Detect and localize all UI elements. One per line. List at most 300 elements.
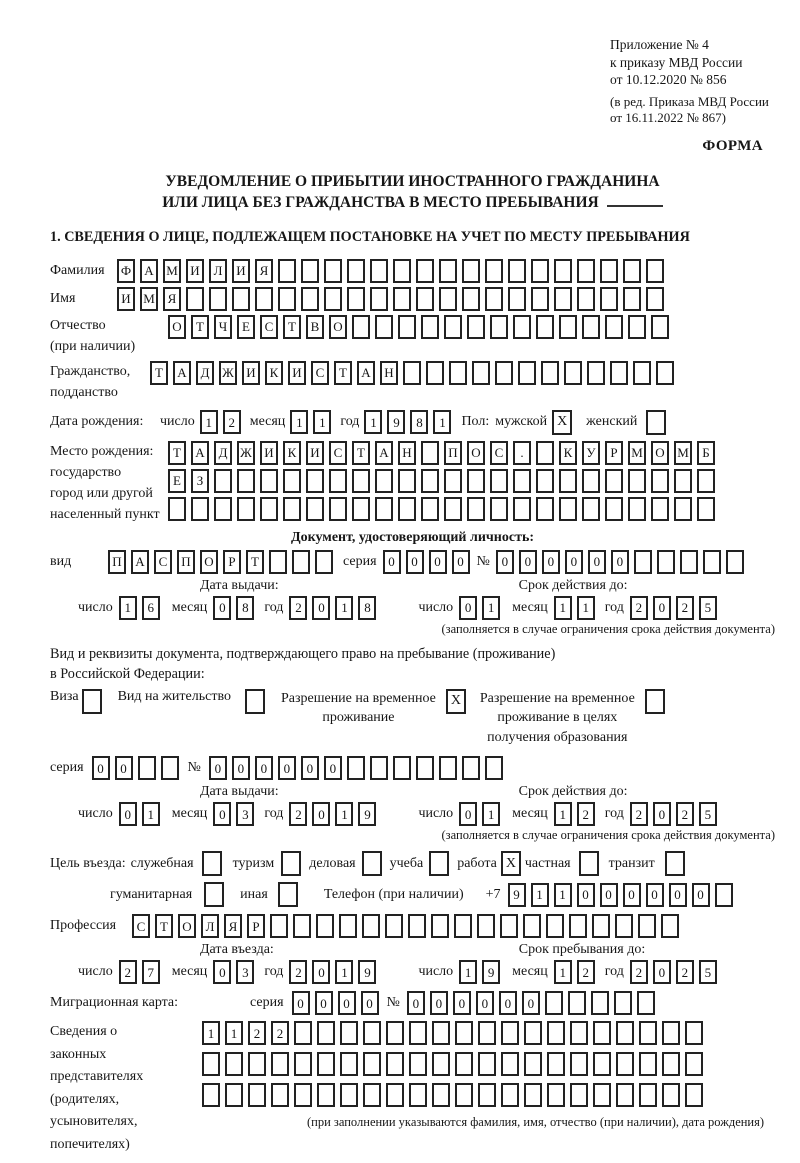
- char-cell[interactable]: [616, 1052, 634, 1076]
- char-cell[interactable]: [393, 259, 411, 283]
- char-cell[interactable]: [637, 991, 655, 1015]
- char-cell[interactable]: Д: [214, 441, 232, 465]
- char-cell[interactable]: [662, 1052, 680, 1076]
- char-cell[interactable]: 0: [213, 802, 231, 826]
- char-cell[interactable]: [204, 882, 224, 907]
- char-cell[interactable]: 0: [565, 550, 583, 574]
- char-cell[interactable]: 0: [92, 756, 110, 780]
- birth-place-cells-3[interactable]: [168, 497, 715, 521]
- char-cell[interactable]: [605, 469, 623, 493]
- char-cell[interactable]: [301, 287, 319, 311]
- stay-day[interactable]: [459, 960, 500, 984]
- char-cell[interactable]: [432, 1083, 450, 1107]
- char-cell[interactable]: [547, 1021, 565, 1045]
- char-cell[interactable]: [398, 469, 416, 493]
- char-cell[interactable]: [577, 287, 595, 311]
- char-cell[interactable]: П: [108, 550, 126, 574]
- char-cell[interactable]: Л: [209, 259, 227, 283]
- char-cell[interactable]: [616, 1083, 634, 1107]
- char-cell[interactable]: 8: [410, 410, 428, 434]
- char-cell[interactable]: [501, 1083, 519, 1107]
- char-cell[interactable]: 3: [236, 802, 254, 826]
- char-cell[interactable]: [587, 361, 605, 385]
- char-cell[interactable]: [444, 469, 462, 493]
- char-cell[interactable]: А: [140, 259, 158, 283]
- char-cell[interactable]: 6: [142, 596, 160, 620]
- char-cell[interactable]: [500, 914, 518, 938]
- char-cell[interactable]: [645, 689, 665, 714]
- char-cell[interactable]: 0: [653, 596, 671, 620]
- char-cell[interactable]: [370, 756, 388, 780]
- char-cell[interactable]: [577, 259, 595, 283]
- char-cell[interactable]: 2: [676, 802, 694, 826]
- char-cell[interactable]: [317, 1083, 335, 1107]
- char-cell[interactable]: [715, 883, 733, 907]
- doc-issue-year[interactable]: [289, 596, 376, 620]
- char-cell[interactable]: [293, 914, 311, 938]
- char-cell[interactable]: [375, 469, 393, 493]
- char-cell[interactable]: [370, 259, 388, 283]
- char-cell[interactable]: [657, 550, 675, 574]
- char-cell[interactable]: И: [288, 361, 306, 385]
- char-cell[interactable]: [421, 469, 439, 493]
- char-cell[interactable]: С: [490, 441, 508, 465]
- char-cell[interactable]: [347, 259, 365, 283]
- char-cell[interactable]: И: [117, 287, 135, 311]
- char-cell[interactable]: [271, 1083, 289, 1107]
- sex-male-checkbox[interactable]: [552, 410, 572, 435]
- legal-reps-cells-1[interactable]: [202, 1021, 703, 1045]
- birth-day-cells[interactable]: [200, 410, 241, 434]
- char-cell[interactable]: [248, 1052, 266, 1076]
- char-cell[interactable]: [524, 1021, 542, 1045]
- char-cell[interactable]: 0: [522, 991, 540, 1015]
- char-cell[interactable]: Ф: [117, 259, 135, 283]
- char-cell[interactable]: [623, 259, 641, 283]
- char-cell[interactable]: [485, 756, 503, 780]
- char-cell[interactable]: [271, 1052, 289, 1076]
- char-cell[interactable]: [554, 287, 572, 311]
- char-cell[interactable]: [409, 1083, 427, 1107]
- char-cell[interactable]: С: [260, 315, 278, 339]
- char-cell[interactable]: Л: [201, 914, 219, 938]
- residence-valid-month[interactable]: [554, 802, 595, 826]
- char-cell[interactable]: [536, 315, 554, 339]
- doc-type-cells[interactable]: [108, 550, 333, 574]
- char-cell[interactable]: 1: [364, 410, 382, 434]
- char-cell[interactable]: 2: [119, 960, 137, 984]
- char-cell[interactable]: [485, 287, 503, 311]
- char-cell[interactable]: [362, 914, 380, 938]
- char-cell[interactable]: Т: [246, 550, 264, 574]
- char-cell[interactable]: [316, 914, 334, 938]
- char-cell[interactable]: [680, 550, 698, 574]
- char-cell[interactable]: [202, 1083, 220, 1107]
- doc-valid-year[interactable]: [630, 596, 717, 620]
- migration-number-cells[interactable]: [407, 991, 655, 1015]
- char-cell[interactable]: 0: [115, 756, 133, 780]
- purpose-official-checkbox[interactable]: [202, 851, 222, 876]
- char-cell[interactable]: [439, 259, 457, 283]
- char-cell[interactable]: Б: [697, 441, 715, 465]
- doc-number-cells[interactable]: [496, 550, 744, 574]
- char-cell[interactable]: 8: [358, 596, 376, 620]
- char-cell[interactable]: [245, 689, 265, 714]
- char-cell[interactable]: [564, 361, 582, 385]
- char-cell[interactable]: [674, 497, 692, 521]
- char-cell[interactable]: И: [232, 259, 250, 283]
- char-cell[interactable]: И: [242, 361, 260, 385]
- char-cell[interactable]: [593, 1021, 611, 1045]
- char-cell[interactable]: А: [357, 361, 375, 385]
- first-name-cells[interactable]: [117, 287, 664, 311]
- char-cell[interactable]: 0: [407, 991, 425, 1015]
- char-cell[interactable]: [161, 756, 179, 780]
- char-cell[interactable]: 2: [577, 960, 595, 984]
- char-cell[interactable]: [416, 756, 434, 780]
- char-cell[interactable]: [340, 1083, 358, 1107]
- char-cell[interactable]: [237, 469, 255, 493]
- char-cell[interactable]: 2: [248, 1021, 266, 1045]
- char-cell[interactable]: [386, 1021, 404, 1045]
- char-cell[interactable]: 1: [459, 960, 477, 984]
- doc-issue-month[interactable]: [213, 596, 254, 620]
- char-cell[interactable]: А: [173, 361, 191, 385]
- char-cell[interactable]: [347, 287, 365, 311]
- char-cell[interactable]: [393, 756, 411, 780]
- char-cell[interactable]: [524, 1052, 542, 1076]
- char-cell[interactable]: [352, 497, 370, 521]
- char-cell[interactable]: [569, 914, 587, 938]
- char-cell[interactable]: [570, 1083, 588, 1107]
- char-cell[interactable]: Т: [168, 441, 186, 465]
- char-cell[interactable]: [628, 497, 646, 521]
- char-cell[interactable]: [429, 851, 449, 876]
- char-cell[interactable]: [339, 914, 357, 938]
- char-cell[interactable]: [432, 1052, 450, 1076]
- char-cell[interactable]: [317, 1021, 335, 1045]
- char-cell[interactable]: О: [467, 441, 485, 465]
- char-cell[interactable]: 1: [335, 596, 353, 620]
- title-blank-line[interactable]: [607, 192, 663, 207]
- char-cell[interactable]: 1: [335, 802, 353, 826]
- char-cell[interactable]: [347, 756, 365, 780]
- char-cell[interactable]: [703, 550, 721, 574]
- char-cell[interactable]: С: [132, 914, 150, 938]
- char-cell[interactable]: 0: [315, 991, 333, 1015]
- char-cell[interactable]: 2: [271, 1021, 289, 1045]
- char-cell[interactable]: [554, 259, 572, 283]
- char-cell[interactable]: [547, 1052, 565, 1076]
- char-cell[interactable]: [623, 287, 641, 311]
- char-cell[interactable]: [518, 361, 536, 385]
- char-cell[interactable]: [570, 1021, 588, 1045]
- char-cell[interactable]: [370, 287, 388, 311]
- char-cell[interactable]: 1: [554, 596, 572, 620]
- char-cell[interactable]: [610, 361, 628, 385]
- entry-year[interactable]: [289, 960, 376, 984]
- char-cell[interactable]: [467, 469, 485, 493]
- char-cell[interactable]: 0: [623, 883, 641, 907]
- char-cell[interactable]: 1: [142, 802, 160, 826]
- char-cell[interactable]: [661, 914, 679, 938]
- char-cell[interactable]: [138, 756, 156, 780]
- char-cell[interactable]: З: [191, 469, 209, 493]
- char-cell[interactable]: [209, 287, 227, 311]
- char-cell[interactable]: [508, 287, 526, 311]
- char-cell[interactable]: Т: [352, 441, 370, 465]
- char-cell[interactable]: [600, 287, 618, 311]
- doc-issue-day[interactable]: [119, 596, 160, 620]
- char-cell[interactable]: 0: [453, 991, 471, 1015]
- char-cell[interactable]: [306, 497, 324, 521]
- char-cell[interactable]: 9: [358, 960, 376, 984]
- char-cell[interactable]: [628, 315, 646, 339]
- char-cell[interactable]: [278, 287, 296, 311]
- char-cell[interactable]: 0: [278, 756, 296, 780]
- char-cell[interactable]: [403, 361, 421, 385]
- char-cell[interactable]: Т: [334, 361, 352, 385]
- char-cell[interactable]: [651, 315, 669, 339]
- char-cell[interactable]: 9: [387, 410, 405, 434]
- char-cell[interactable]: М: [163, 259, 181, 283]
- char-cell[interactable]: [237, 497, 255, 521]
- char-cell[interactable]: [362, 851, 382, 876]
- char-cell[interactable]: [536, 441, 554, 465]
- char-cell[interactable]: 0: [611, 550, 629, 574]
- char-cell[interactable]: [662, 1021, 680, 1045]
- doc-valid-day[interactable]: [459, 596, 500, 620]
- char-cell[interactable]: [593, 1083, 611, 1107]
- char-cell[interactable]: П: [177, 550, 195, 574]
- char-cell[interactable]: [467, 315, 485, 339]
- char-cell[interactable]: Ж: [237, 441, 255, 465]
- char-cell[interactable]: [651, 469, 669, 493]
- char-cell[interactable]: [232, 287, 250, 311]
- char-cell[interactable]: [260, 469, 278, 493]
- char-cell[interactable]: X: [501, 851, 521, 876]
- char-cell[interactable]: Я: [163, 287, 181, 311]
- birth-month-cells[interactable]: [290, 410, 331, 434]
- char-cell[interactable]: [444, 497, 462, 521]
- char-cell[interactable]: [386, 1052, 404, 1076]
- char-cell[interactable]: К: [265, 361, 283, 385]
- residence-issue-month[interactable]: [213, 802, 254, 826]
- char-cell[interactable]: [633, 361, 651, 385]
- residence-series-cells[interactable]: [92, 756, 179, 780]
- char-cell[interactable]: [352, 315, 370, 339]
- char-cell[interactable]: [283, 497, 301, 521]
- char-cell[interactable]: [472, 361, 490, 385]
- char-cell[interactable]: 2: [289, 960, 307, 984]
- char-cell[interactable]: [462, 287, 480, 311]
- char-cell[interactable]: [524, 1083, 542, 1107]
- char-cell[interactable]: [375, 497, 393, 521]
- char-cell[interactable]: [416, 287, 434, 311]
- char-cell[interactable]: [570, 1052, 588, 1076]
- char-cell[interactable]: [605, 315, 623, 339]
- char-cell[interactable]: [214, 469, 232, 493]
- char-cell[interactable]: [582, 315, 600, 339]
- char-cell[interactable]: [477, 914, 495, 938]
- char-cell[interactable]: 1: [531, 883, 549, 907]
- char-cell[interactable]: [269, 550, 287, 574]
- char-cell[interactable]: 9: [508, 883, 526, 907]
- char-cell[interactable]: [651, 497, 669, 521]
- char-cell[interactable]: 9: [358, 802, 376, 826]
- char-cell[interactable]: [409, 1052, 427, 1076]
- char-cell[interactable]: 0: [496, 550, 514, 574]
- char-cell[interactable]: [454, 914, 472, 938]
- char-cell[interactable]: 0: [338, 991, 356, 1015]
- citizenship-cells[interactable]: [150, 361, 674, 385]
- char-cell[interactable]: [294, 1021, 312, 1045]
- char-cell[interactable]: [306, 469, 324, 493]
- char-cell[interactable]: [255, 287, 273, 311]
- char-cell[interactable]: [478, 1021, 496, 1045]
- char-cell[interactable]: [202, 1052, 220, 1076]
- char-cell[interactable]: [462, 756, 480, 780]
- char-cell[interactable]: [478, 1052, 496, 1076]
- birth-place-cells-1[interactable]: [168, 441, 715, 465]
- char-cell[interactable]: X: [446, 689, 466, 714]
- char-cell[interactable]: [281, 851, 301, 876]
- char-cell[interactable]: [426, 361, 444, 385]
- char-cell[interactable]: 2: [676, 960, 694, 984]
- char-cell[interactable]: 0: [361, 991, 379, 1015]
- char-cell[interactable]: С: [311, 361, 329, 385]
- char-cell[interactable]: 0: [213, 596, 231, 620]
- char-cell[interactable]: 2: [289, 596, 307, 620]
- char-cell[interactable]: П: [444, 441, 462, 465]
- char-cell[interactable]: М: [628, 441, 646, 465]
- char-cell[interactable]: 0: [519, 550, 537, 574]
- char-cell[interactable]: [582, 469, 600, 493]
- char-cell[interactable]: М: [674, 441, 692, 465]
- char-cell[interactable]: 1: [482, 802, 500, 826]
- residence-issue-day[interactable]: [119, 802, 160, 826]
- char-cell[interactable]: [431, 914, 449, 938]
- char-cell[interactable]: [674, 469, 692, 493]
- char-cell[interactable]: [248, 1083, 266, 1107]
- char-cell[interactable]: [531, 287, 549, 311]
- char-cell[interactable]: И: [260, 441, 278, 465]
- char-cell[interactable]: [568, 991, 586, 1015]
- char-cell[interactable]: [559, 469, 577, 493]
- char-cell[interactable]: В: [306, 315, 324, 339]
- char-cell[interactable]: 5: [699, 802, 717, 826]
- char-cell[interactable]: 0: [213, 960, 231, 984]
- char-cell[interactable]: [352, 469, 370, 493]
- char-cell[interactable]: [455, 1021, 473, 1045]
- char-cell[interactable]: [329, 497, 347, 521]
- char-cell[interactable]: [393, 287, 411, 311]
- char-cell[interactable]: Р: [247, 914, 265, 938]
- char-cell[interactable]: .: [513, 441, 531, 465]
- char-cell[interactable]: Е: [237, 315, 255, 339]
- char-cell[interactable]: 0: [653, 802, 671, 826]
- char-cell[interactable]: [559, 315, 577, 339]
- char-cell[interactable]: [685, 1052, 703, 1076]
- char-cell[interactable]: 1: [554, 802, 572, 826]
- char-cell[interactable]: 1: [200, 410, 218, 434]
- char-cell[interactable]: [501, 1052, 519, 1076]
- char-cell[interactable]: [168, 497, 186, 521]
- doc-valid-month[interactable]: [554, 596, 595, 620]
- char-cell[interactable]: [685, 1021, 703, 1045]
- char-cell[interactable]: О: [329, 315, 347, 339]
- residence-valid-year[interactable]: [630, 802, 717, 826]
- char-cell[interactable]: 0: [430, 991, 448, 1015]
- char-cell[interactable]: Ж: [219, 361, 237, 385]
- char-cell[interactable]: [294, 1052, 312, 1076]
- char-cell[interactable]: 1: [313, 410, 331, 434]
- purpose-humanitarian-checkbox[interactable]: [204, 882, 224, 907]
- char-cell[interactable]: [386, 1083, 404, 1107]
- char-cell[interactable]: 5: [699, 596, 717, 620]
- char-cell[interactable]: [541, 361, 559, 385]
- char-cell[interactable]: [656, 361, 674, 385]
- char-cell[interactable]: [363, 1083, 381, 1107]
- char-cell[interactable]: 0: [459, 596, 477, 620]
- char-cell[interactable]: 0: [669, 883, 687, 907]
- char-cell[interactable]: [592, 914, 610, 938]
- doc-series-cells[interactable]: [383, 550, 470, 574]
- char-cell[interactable]: 0: [301, 756, 319, 780]
- char-cell[interactable]: 0: [542, 550, 560, 574]
- char-cell[interactable]: [363, 1052, 381, 1076]
- char-cell[interactable]: [439, 287, 457, 311]
- char-cell[interactable]: [547, 1083, 565, 1107]
- char-cell[interactable]: 1: [554, 883, 572, 907]
- char-cell[interactable]: [536, 497, 554, 521]
- birth-place-cells-2[interactable]: [168, 469, 715, 493]
- char-cell[interactable]: 8: [236, 596, 254, 620]
- char-cell[interactable]: 2: [630, 802, 648, 826]
- purpose-transit-checkbox[interactable]: [665, 851, 685, 876]
- char-cell[interactable]: [582, 497, 600, 521]
- sex-female-checkbox[interactable]: [646, 410, 666, 435]
- char-cell[interactable]: [697, 497, 715, 521]
- char-cell[interactable]: [398, 497, 416, 521]
- char-cell[interactable]: [278, 259, 296, 283]
- char-cell[interactable]: 2: [676, 596, 694, 620]
- char-cell[interactable]: [340, 1021, 358, 1045]
- char-cell[interactable]: 1: [577, 596, 595, 620]
- char-cell[interactable]: 0: [452, 550, 470, 574]
- char-cell[interactable]: [363, 1021, 381, 1045]
- purpose-work-checkbox[interactable]: [501, 851, 521, 876]
- char-cell[interactable]: [455, 1083, 473, 1107]
- char-cell[interactable]: 5: [699, 960, 717, 984]
- char-cell[interactable]: О: [178, 914, 196, 938]
- char-cell[interactable]: [665, 851, 685, 876]
- char-cell[interactable]: 9: [482, 960, 500, 984]
- char-cell[interactable]: С: [329, 441, 347, 465]
- char-cell[interactable]: [301, 259, 319, 283]
- char-cell[interactable]: [536, 469, 554, 493]
- char-cell[interactable]: [662, 1083, 680, 1107]
- char-cell[interactable]: 1: [433, 410, 451, 434]
- char-cell[interactable]: [398, 315, 416, 339]
- char-cell[interactable]: Н: [398, 441, 416, 465]
- char-cell[interactable]: [593, 1052, 611, 1076]
- char-cell[interactable]: [315, 550, 333, 574]
- purpose-study-checkbox[interactable]: [429, 851, 449, 876]
- char-cell[interactable]: [329, 469, 347, 493]
- char-cell[interactable]: [317, 1052, 335, 1076]
- char-cell[interactable]: Т: [191, 315, 209, 339]
